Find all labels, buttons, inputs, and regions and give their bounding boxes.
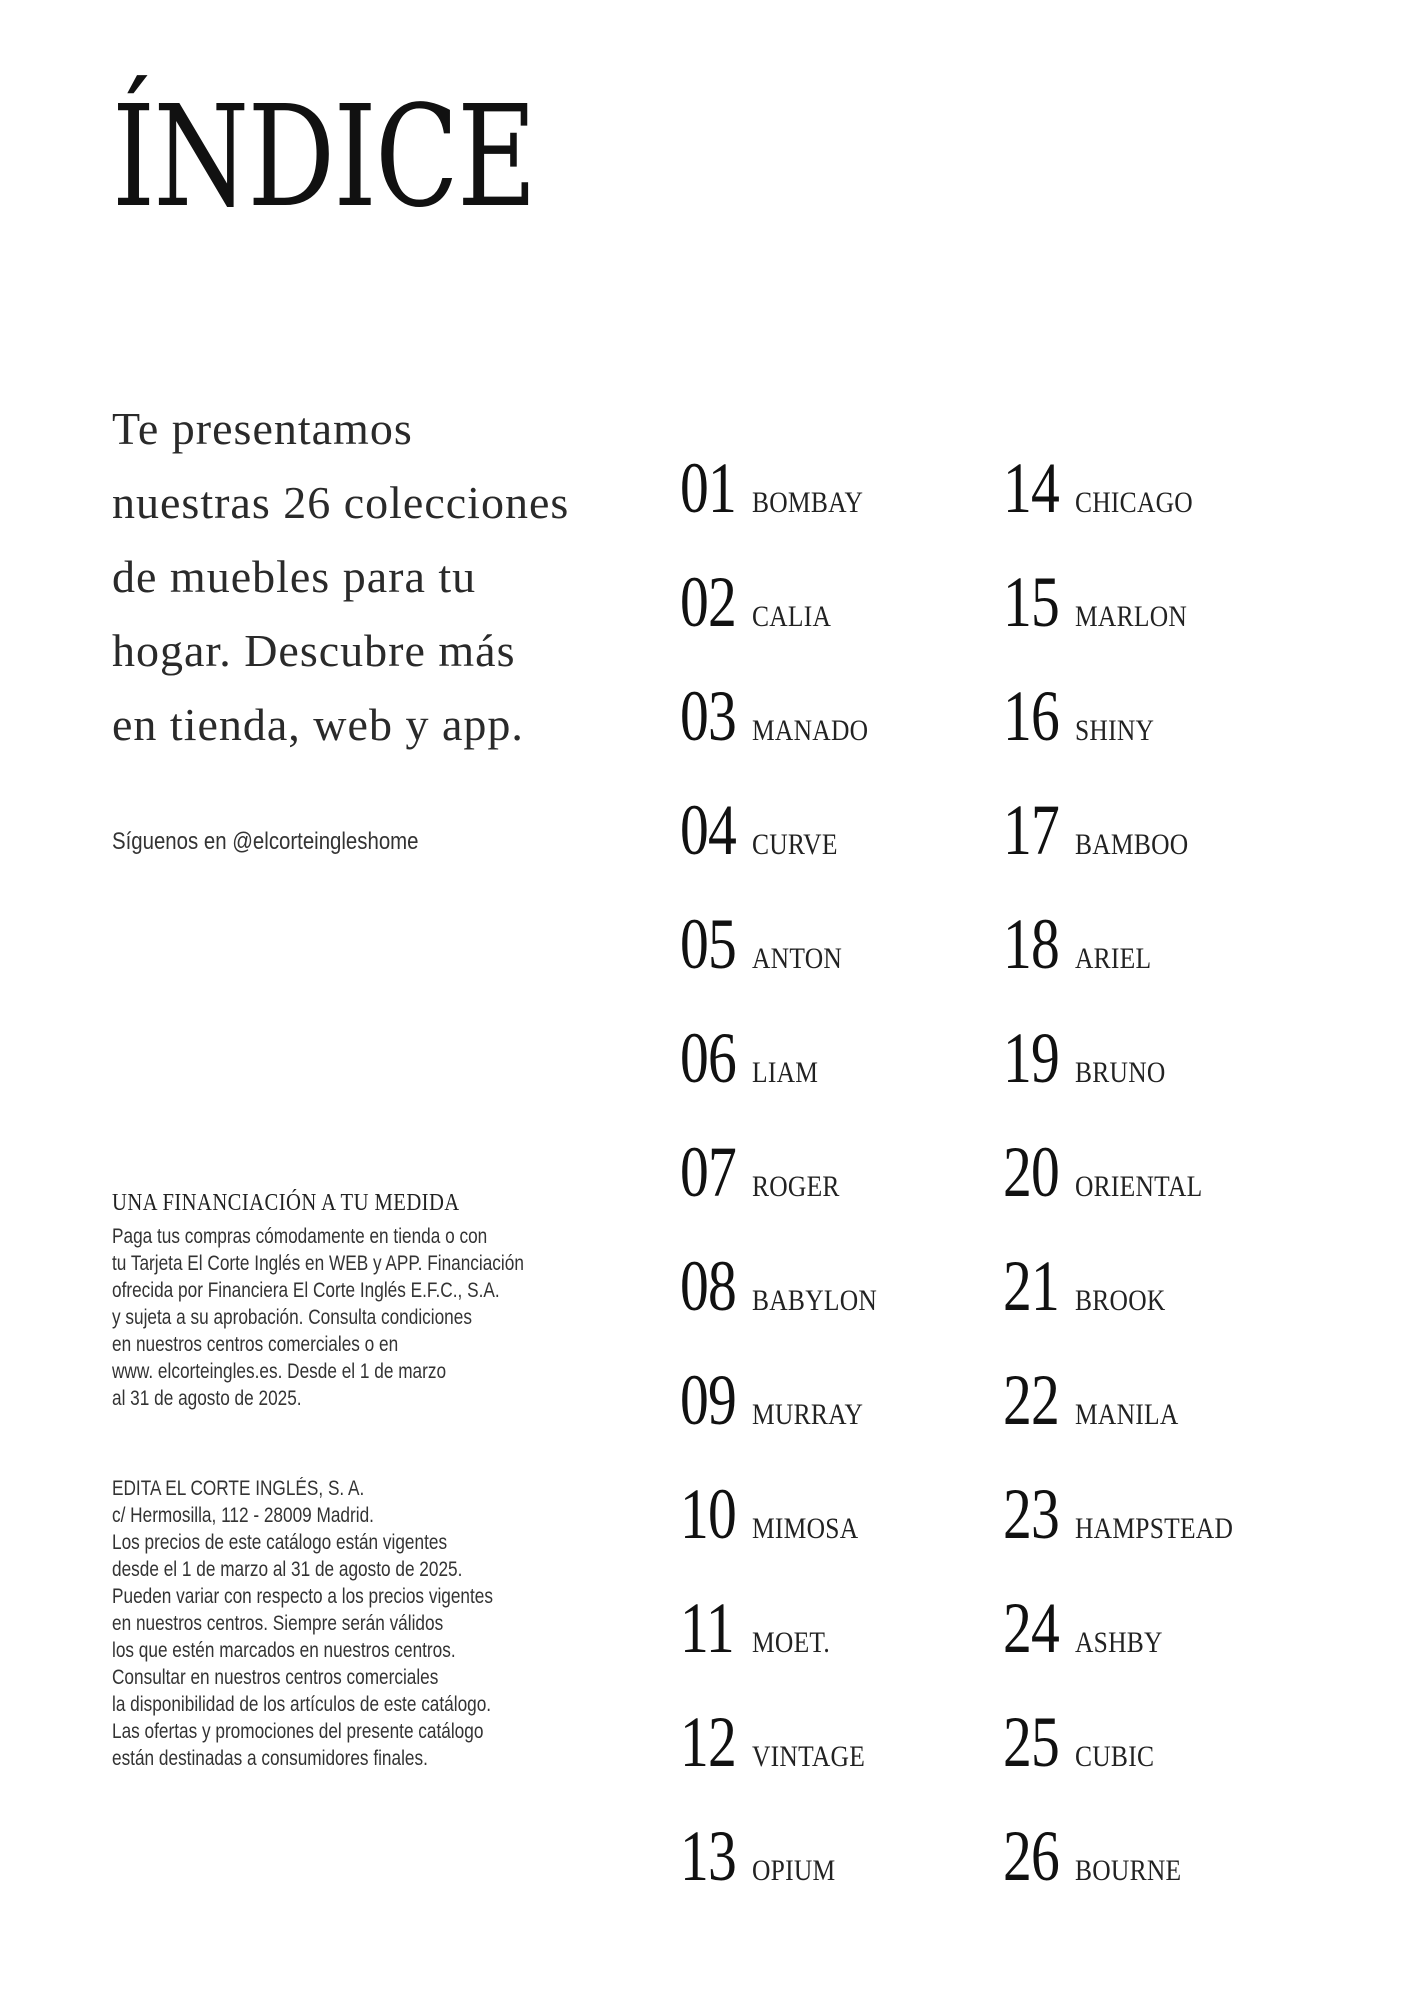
collection-name: MARLON: [1075, 600, 1188, 633]
intro-line: de muebles para tu: [112, 551, 477, 602]
collection-item: [680, 1132, 899, 1250]
collection-name: BABYLON: [752, 1284, 878, 1317]
intro-line: hogar. Descubre más: [112, 625, 516, 676]
collection-number: 01: [680, 448, 736, 528]
collection-item: [680, 1474, 899, 1592]
collection-number: 17: [1003, 790, 1059, 870]
collection-item: [1003, 1816, 1261, 1934]
collection-name: BROOK: [1075, 1284, 1166, 1317]
publisher-text: EDITA EL CORTE INGLÉS, S. A. c/ Hermosilla, 112 - 28009 Madrid. Los precios de este catálogo están vigentes desde el 1 de marzo al 31 de agosto de 2025. Pueden variar con respecto a los precios vigentes en nuestros centros. Siempre serán válidos los que estén marcados en nuestros centros. Consultar en nuestros centros comerciales la disponibilidad de los artículos de este catálogo. Las ofertas y promociones del presente catálogo están destinadas a consumidores finales.: [112, 1477, 493, 1770]
collection-name: MOET.: [752, 1626, 831, 1659]
intro-line: en tienda, web y app.: [112, 699, 524, 750]
collection-number: 24: [1003, 1588, 1059, 1668]
collection-item: [1003, 1360, 1261, 1478]
collection-number: 15: [1003, 562, 1059, 642]
collection-name: BAMBOO: [1075, 828, 1189, 861]
collection-name: HAMPSTEAD: [1075, 1512, 1234, 1545]
collection-item: [1003, 1474, 1261, 1592]
social-handle: Síguenos en @elcorteingleshome: [112, 828, 419, 855]
collection-name: LIAM: [752, 1056, 819, 1089]
collection-number: 16: [1003, 676, 1059, 756]
collection-number: 23: [1003, 1474, 1059, 1554]
intro-text: [112, 392, 632, 762]
collection-item: [680, 790, 899, 908]
collection-name: SHINY: [1075, 714, 1155, 747]
collection-name: MIMOSA: [752, 1512, 859, 1545]
collection-item: [1003, 1246, 1261, 1364]
collection-number: 22: [1003, 1360, 1059, 1440]
collection-name: CURVE: [752, 828, 838, 861]
collection-number: 05: [680, 904, 736, 984]
collection-item: [1003, 676, 1261, 794]
intro-line: Te presentamos: [112, 403, 413, 454]
collection-item: [1003, 1018, 1261, 1136]
collection-name: ORIENTAL: [1075, 1170, 1203, 1203]
collection-number: 12: [680, 1702, 736, 1782]
collections-column-1: [680, 448, 899, 1934]
collection-number: 03: [680, 676, 736, 756]
collection-number: 18: [1003, 904, 1059, 984]
collection-name: CALIA: [752, 600, 832, 633]
collection-number: 02: [680, 562, 736, 642]
collection-name: BRUNO: [1075, 1056, 1166, 1089]
collection-name: ARIEL: [1075, 942, 1152, 975]
collection-item: [1003, 562, 1261, 680]
collection-name: OPIUM: [752, 1854, 836, 1887]
collection-item: [1003, 448, 1261, 566]
intro-line: nuestras 26 colecciones: [112, 477, 570, 528]
collection-item: [1003, 904, 1261, 1022]
collection-number: 08: [680, 1246, 736, 1326]
collection-item: [680, 904, 899, 1022]
financing-text: Paga tus compras cómodamente en tienda o con tu Tarjeta El Corte Inglés en WEB y APP. Financiación ofrecida por Financiera El Corte Inglés E.F.C., S.A. y sujeta a su aprobación. Consulta condiciones en nuestros centros comerciales o en www. elcorteingles.es. Desde el 1 de marzo al 31 de agosto de 2025.: [112, 1225, 524, 1410]
collection-name: CUBIC: [1075, 1740, 1155, 1773]
collection-number: 07: [680, 1132, 736, 1212]
collection-item: [680, 1360, 899, 1478]
collection-number: 06: [680, 1018, 736, 1098]
collection-name: BOURNE: [1075, 1854, 1182, 1887]
collection-name: MURRAY: [752, 1398, 864, 1431]
collection-number: 04: [680, 790, 736, 870]
collection-number: 25: [1003, 1702, 1059, 1782]
collection-name: ROGER: [752, 1170, 840, 1203]
collection-number: 14: [1003, 448, 1059, 528]
collection-number: 19: [1003, 1018, 1059, 1098]
collection-item: [680, 1246, 899, 1364]
collection-item: [680, 1702, 899, 1820]
collection-item: [680, 448, 899, 566]
collection-item: [680, 1816, 899, 1934]
publisher-section: [112, 1475, 632, 1772]
collection-number: 11: [680, 1588, 734, 1668]
collection-item: [680, 676, 899, 794]
collection-name: VINTAGE: [752, 1740, 866, 1773]
collection-item: [1003, 1588, 1261, 1706]
collection-name: ASHBY: [1075, 1626, 1163, 1659]
collection-item: [680, 1018, 899, 1136]
collection-number: 20: [1003, 1132, 1059, 1212]
collection-number: 26: [1003, 1816, 1059, 1896]
collection-item: [680, 1588, 899, 1706]
financing-title: UNA FINANCIACIÓN A TU MEDIDA: [112, 1190, 460, 1216]
collection-name: MANILA: [1075, 1398, 1179, 1431]
collection-item: [1003, 1702, 1261, 1820]
page-title: ÍNDICE: [112, 76, 536, 239]
collection-item: [1003, 1132, 1261, 1250]
collection-item: [1003, 790, 1261, 908]
collection-number: 10: [680, 1474, 736, 1554]
collection-number: 21: [1003, 1246, 1059, 1326]
collection-name: ANTON: [752, 942, 843, 975]
financing-section: [112, 1190, 632, 1412]
collection-name: CHICAGO: [1075, 486, 1193, 519]
collection-name: BOMBAY: [752, 486, 864, 519]
collections-column-2: [1003, 448, 1261, 1934]
collection-number: 09: [680, 1360, 736, 1440]
collection-number: 13: [680, 1816, 736, 1896]
collection-name: MANADO: [752, 714, 869, 747]
collection-item: [680, 562, 899, 680]
